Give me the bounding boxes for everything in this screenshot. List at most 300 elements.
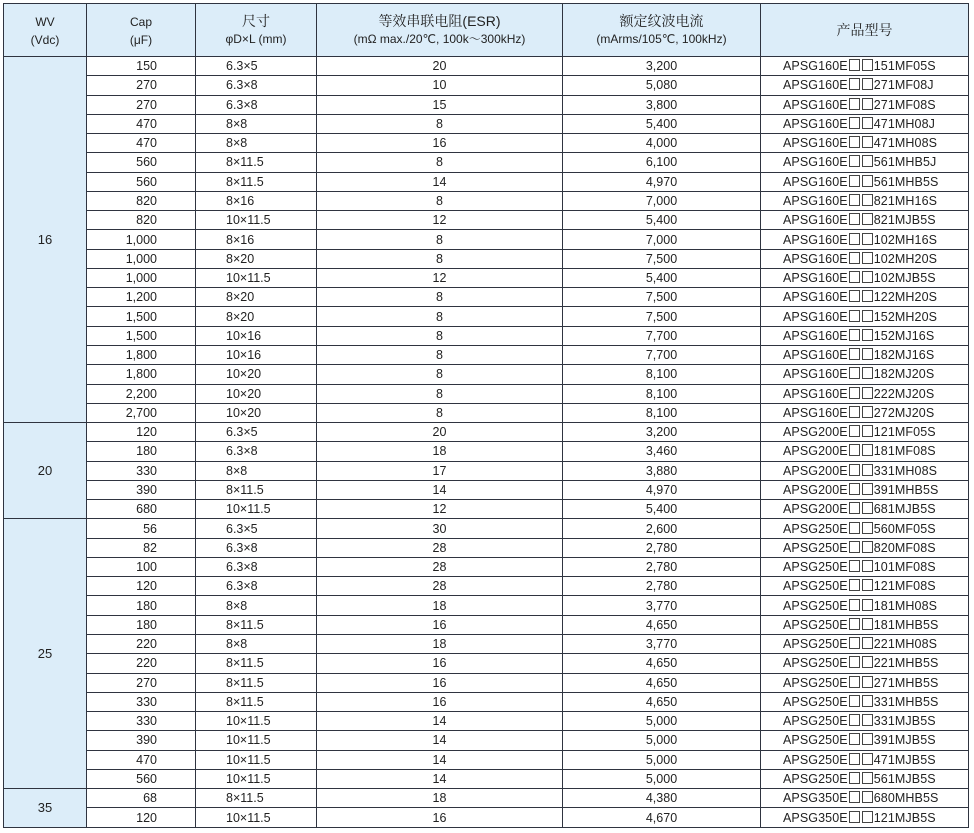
size-cell: 8×8 — [196, 134, 317, 153]
size-cell: 10×11.5 — [196, 808, 317, 828]
table-row — [4, 326, 969, 345]
esr-cell: 12 — [317, 500, 563, 519]
code-placeholder-box — [849, 59, 860, 71]
part-number-suffix: 821MH16S — [873, 193, 938, 208]
table-row — [4, 134, 969, 153]
part-number-prefix: APSG350E — [783, 791, 848, 806]
part-number-cell — [761, 76, 969, 95]
table-row — [4, 673, 969, 692]
code-placeholder-box — [862, 406, 873, 418]
esr-cell: 20 — [317, 57, 563, 76]
esr-cell: 8 — [317, 345, 563, 364]
code-placeholder-box — [862, 136, 873, 148]
part-number-suffix: 331MHB5S — [873, 694, 939, 709]
wv-cell: 16 — [4, 57, 87, 423]
part-number-cell — [761, 731, 969, 750]
cap-cell: 1,500 — [87, 326, 196, 345]
ripple-cell: 4,970 — [563, 480, 761, 499]
part-number-cell — [761, 403, 969, 422]
esr-cell: 8 — [317, 288, 563, 307]
table-row — [4, 538, 969, 557]
part-number-prefix: APSG160E — [783, 290, 848, 305]
header-cap — [87, 4, 196, 57]
ripple-cell: 5,400 — [563, 114, 761, 133]
esr-cell: 16 — [317, 692, 563, 711]
cap-cell: 470 — [87, 114, 196, 133]
code-placeholder-box — [849, 406, 860, 418]
part-number-prefix: APSG160E — [783, 193, 848, 208]
part-number-cell — [761, 191, 969, 210]
code-placeholder-box — [849, 483, 860, 495]
code-placeholder-box — [849, 464, 860, 476]
code-placeholder-box — [849, 155, 860, 167]
code-placeholder-box — [862, 444, 873, 456]
cap-cell: 330 — [87, 461, 196, 480]
part-number-suffix: 122MH20S — [873, 290, 938, 305]
code-placeholder-box — [862, 155, 873, 167]
esr-cell: 18 — [317, 596, 563, 615]
part-number-cell — [761, 673, 969, 692]
size-cell: 6.3×5 — [196, 519, 317, 538]
cap-cell: 2,700 — [87, 403, 196, 422]
part-number-cell — [761, 692, 969, 711]
cap-cell: 220 — [87, 634, 196, 653]
ripple-cell: 3,460 — [563, 442, 761, 461]
part-number-suffix: 152MJ16S — [873, 328, 935, 343]
ripple-cell: 7,500 — [563, 307, 761, 326]
part-number-cell — [761, 634, 969, 653]
table-row — [4, 615, 969, 634]
code-placeholder-box — [862, 78, 873, 90]
code-placeholder-box — [849, 656, 860, 668]
esr-cell: 18 — [317, 442, 563, 461]
part-number-cell — [761, 384, 969, 403]
part-number-suffix: 271MF08S — [873, 97, 936, 112]
size-cell: 8×16 — [196, 230, 317, 249]
table-row — [4, 769, 969, 788]
part-number-cell — [761, 307, 969, 326]
size-cell: 10×11.5 — [196, 500, 317, 519]
table-row — [4, 345, 969, 364]
part-number-cell — [761, 596, 969, 615]
esr-cell: 17 — [317, 461, 563, 480]
cap-cell: 1,000 — [87, 230, 196, 249]
part-number-cell — [761, 654, 969, 673]
code-placeholder-box — [849, 676, 860, 688]
part-number-prefix: APSG250E — [783, 694, 848, 709]
size-cell: 8×11.5 — [196, 692, 317, 711]
ripple-cell: 4,670 — [563, 808, 761, 828]
esr-cell: 8 — [317, 307, 563, 326]
code-placeholder-box — [862, 656, 873, 668]
part-number-suffix: 221MH08S — [873, 637, 938, 652]
esr-cell: 16 — [317, 615, 563, 634]
table-row — [4, 789, 969, 808]
code-placeholder-box — [862, 618, 873, 630]
code-placeholder-box — [849, 310, 860, 322]
part-number-suffix: 182MJ16S — [873, 348, 935, 363]
header-cap-label: Cap — [129, 14, 152, 29]
ripple-cell: 5,000 — [563, 750, 761, 769]
table-row — [4, 634, 969, 653]
table-row — [4, 461, 969, 480]
esr-cell: 16 — [317, 134, 563, 153]
ripple-cell: 5,400 — [563, 500, 761, 519]
cap-cell: 1,500 — [87, 307, 196, 326]
esr-cell: 15 — [317, 95, 563, 114]
header-ripple-unit: (mArms/105℃, 100kHz) — [596, 32, 727, 46]
table-row — [4, 288, 969, 307]
size-cell: 8×20 — [196, 307, 317, 326]
header-size-label: 尺寸 — [242, 13, 270, 29]
code-placeholder-box — [862, 714, 873, 726]
size-cell: 10×20 — [196, 365, 317, 384]
esr-cell: 8 — [317, 365, 563, 384]
code-placeholder-box — [862, 637, 873, 649]
part-number-prefix: APSG160E — [783, 232, 848, 247]
code-placeholder-box — [849, 194, 860, 206]
table-row — [4, 307, 969, 326]
size-cell: 10×11.5 — [196, 268, 317, 287]
part-number-prefix: APSG200E — [783, 444, 848, 459]
size-cell: 10×11.5 — [196, 731, 317, 750]
code-placeholder-box — [849, 213, 860, 225]
cap-cell: 1,800 — [87, 365, 196, 384]
part-number-prefix: APSG160E — [783, 155, 848, 170]
code-placeholder-box — [862, 811, 873, 823]
code-placeholder-box — [849, 733, 860, 745]
ripple-cell: 5,080 — [563, 76, 761, 95]
table-row — [4, 519, 969, 538]
code-placeholder-box — [849, 541, 860, 553]
code-placeholder-box — [849, 811, 860, 823]
part-number-suffix: 181MH08S — [873, 598, 938, 613]
code-placeholder-box — [862, 310, 873, 322]
size-cell: 6.3×5 — [196, 423, 317, 442]
part-number-suffix: 182MJ20S — [873, 367, 935, 382]
code-placeholder-box — [849, 695, 860, 707]
ripple-cell: 7,000 — [563, 230, 761, 249]
part-number-prefix: APSG200E — [783, 425, 848, 440]
code-placeholder-box — [862, 367, 873, 379]
part-number-cell — [761, 519, 969, 538]
size-cell: 6.3×5 — [196, 57, 317, 76]
part-number-cell — [761, 423, 969, 442]
esr-cell: 8 — [317, 249, 563, 268]
part-number-suffix: 471MJB5S — [873, 752, 936, 767]
ripple-cell: 3,770 — [563, 634, 761, 653]
table-row — [4, 731, 969, 750]
cap-cell: 680 — [87, 500, 196, 519]
ripple-cell: 5,000 — [563, 731, 761, 750]
part-number-cell — [761, 114, 969, 133]
esr-cell: 8 — [317, 326, 563, 345]
table-row — [4, 365, 969, 384]
ripple-cell: 7,500 — [563, 249, 761, 268]
cap-cell: 1,200 — [87, 288, 196, 307]
code-placeholder-box — [862, 117, 873, 129]
cap-cell: 330 — [87, 712, 196, 731]
header-wv — [4, 4, 87, 57]
table-row — [4, 808, 969, 828]
table-row — [4, 95, 969, 114]
code-placeholder-box — [862, 772, 873, 784]
size-cell: 10×11.5 — [196, 769, 317, 788]
cap-cell: 220 — [87, 654, 196, 673]
part-number-cell — [761, 211, 969, 230]
header-esr-label: 等效串联电阻(ESR) — [378, 13, 501, 29]
cap-cell: 560 — [87, 172, 196, 191]
code-placeholder-box — [862, 541, 873, 553]
size-cell: 10×20 — [196, 384, 317, 403]
part-number-cell — [761, 249, 969, 268]
ripple-cell: 4,650 — [563, 673, 761, 692]
code-placeholder-box — [862, 676, 873, 688]
code-placeholder-box — [862, 522, 873, 534]
part-number-prefix: APSG250E — [783, 540, 848, 555]
ripple-cell: 7,700 — [563, 326, 761, 345]
ripple-cell: 2,780 — [563, 557, 761, 576]
part-number-suffix: 152MH20S — [873, 309, 938, 324]
cap-cell: 560 — [87, 769, 196, 788]
part-number-suffix: 151MF05S — [873, 59, 936, 74]
part-number-cell — [761, 538, 969, 557]
table-row — [4, 500, 969, 519]
code-placeholder-box — [862, 599, 873, 611]
part-number-suffix: 101MF08S — [873, 560, 936, 575]
part-number-suffix: 391MJB5S — [873, 733, 936, 748]
code-placeholder-box — [862, 387, 873, 399]
ripple-cell: 2,780 — [563, 538, 761, 557]
ripple-cell: 8,100 — [563, 403, 761, 422]
part-number-cell — [761, 442, 969, 461]
part-number-suffix: 821MJB5S — [873, 213, 936, 228]
table-body — [4, 57, 969, 828]
cap-cell: 180 — [87, 615, 196, 634]
code-placeholder-box — [849, 522, 860, 534]
part-number-cell — [761, 480, 969, 499]
part-number-prefix: APSG250E — [783, 617, 848, 632]
code-placeholder-box — [849, 98, 860, 110]
part-number-cell — [761, 461, 969, 480]
table-row — [4, 211, 969, 230]
table-row — [4, 557, 969, 576]
part-number-cell — [761, 57, 969, 76]
part-number-prefix: APSG250E — [783, 656, 848, 671]
code-placeholder-box — [849, 502, 860, 514]
code-placeholder-box — [849, 252, 860, 264]
code-placeholder-box — [849, 117, 860, 129]
code-placeholder-box — [849, 271, 860, 283]
table-row — [4, 191, 969, 210]
code-placeholder-box — [849, 579, 860, 591]
table-row — [4, 268, 969, 287]
wv-cell: 20 — [4, 423, 87, 519]
code-placeholder-box — [862, 213, 873, 225]
table-row — [4, 654, 969, 673]
code-placeholder-box — [849, 753, 860, 765]
cap-cell: 120 — [87, 423, 196, 442]
code-placeholder-box — [862, 695, 873, 707]
part-number-prefix: APSG250E — [783, 560, 848, 575]
part-number-cell — [761, 288, 969, 307]
part-number-suffix: 391MHB5S — [873, 482, 939, 497]
esr-cell: 28 — [317, 577, 563, 596]
esr-cell: 18 — [317, 789, 563, 808]
part-number-cell — [761, 789, 969, 808]
part-number-prefix: APSG250E — [783, 579, 848, 594]
code-placeholder-box — [862, 329, 873, 341]
table-row — [4, 750, 969, 769]
size-cell: 8×16 — [196, 191, 317, 210]
code-placeholder-box — [862, 233, 873, 245]
part-number-prefix: APSG160E — [783, 405, 848, 420]
table-row — [4, 577, 969, 596]
part-number-prefix: APSG160E — [783, 174, 848, 189]
part-number-suffix: 271MF08J — [873, 78, 934, 93]
size-cell: 8×11.5 — [196, 153, 317, 172]
part-number-cell — [761, 345, 969, 364]
code-placeholder-box — [849, 618, 860, 630]
part-number-suffix: 680MHB5S — [873, 791, 939, 806]
cap-cell: 1,000 — [87, 268, 196, 287]
part-number-suffix: 102MH16S — [873, 232, 938, 247]
ripple-cell: 7,000 — [563, 191, 761, 210]
table-row — [4, 172, 969, 191]
table-row — [4, 442, 969, 461]
part-number-prefix: APSG160E — [783, 59, 848, 74]
header-part-number-label: 产品型号 — [836, 22, 893, 38]
cap-cell: 180 — [87, 442, 196, 461]
table-row — [4, 153, 969, 172]
part-number-prefix: APSG250E — [783, 521, 848, 536]
ripple-cell: 2,780 — [563, 577, 761, 596]
cap-cell: 390 — [87, 480, 196, 499]
code-placeholder-box — [849, 714, 860, 726]
ripple-cell: 8,100 — [563, 365, 761, 384]
part-number-prefix: APSG160E — [783, 251, 848, 266]
ripple-cell: 3,200 — [563, 57, 761, 76]
code-placeholder-box — [862, 348, 873, 360]
code-placeholder-box — [862, 252, 873, 264]
cap-cell: 820 — [87, 211, 196, 230]
ripple-cell: 7,500 — [563, 288, 761, 307]
part-number-cell — [761, 712, 969, 731]
size-cell: 8×8 — [196, 634, 317, 653]
size-cell: 10×20 — [196, 403, 317, 422]
code-placeholder-box — [849, 290, 860, 302]
esr-cell: 14 — [317, 731, 563, 750]
table-row — [4, 114, 969, 133]
ripple-cell: 4,650 — [563, 692, 761, 711]
esr-cell: 14 — [317, 769, 563, 788]
cap-cell: 820 — [87, 191, 196, 210]
header-wv-unit: (Vdc) — [30, 32, 60, 47]
code-placeholder-box — [862, 290, 873, 302]
code-placeholder-box — [862, 425, 873, 437]
code-placeholder-box — [849, 348, 860, 360]
esr-cell: 16 — [317, 808, 563, 828]
part-number-prefix: APSG200E — [783, 482, 848, 497]
header-size — [196, 4, 317, 57]
size-cell: 8×8 — [196, 114, 317, 133]
ripple-cell: 5,400 — [563, 268, 761, 287]
part-number-suffix: 272MJ20S — [873, 405, 935, 420]
esr-cell: 12 — [317, 211, 563, 230]
esr-cell: 16 — [317, 654, 563, 673]
table-row — [4, 423, 969, 442]
ripple-cell: 7,700 — [563, 345, 761, 364]
wv-cell: 35 — [4, 789, 87, 828]
part-number-suffix: 121MJB5S — [873, 810, 936, 825]
cap-cell: 120 — [87, 808, 196, 828]
ripple-cell: 4,000 — [563, 134, 761, 153]
part-number-suffix: 221MHB5S — [873, 656, 939, 671]
part-number-cell — [761, 577, 969, 596]
part-number-prefix: APSG350E — [783, 810, 848, 825]
code-placeholder-box — [862, 271, 873, 283]
code-placeholder-box — [849, 367, 860, 379]
capacitor-spec-table — [3, 3, 969, 828]
part-number-cell — [761, 750, 969, 769]
esr-cell: 30 — [317, 519, 563, 538]
part-number-suffix: 331MH08S — [873, 463, 938, 478]
part-number-cell — [761, 268, 969, 287]
size-cell: 6.3×8 — [196, 442, 317, 461]
code-placeholder-box — [862, 560, 873, 572]
header-esr — [317, 4, 563, 57]
ripple-cell: 4,970 — [563, 172, 761, 191]
code-placeholder-box — [862, 502, 873, 514]
header-wv-label: WV — [35, 14, 55, 29]
esr-cell: 28 — [317, 538, 563, 557]
ripple-cell: 5,000 — [563, 769, 761, 788]
cap-cell: 330 — [87, 692, 196, 711]
ripple-cell: 4,380 — [563, 789, 761, 808]
part-number-cell — [761, 500, 969, 519]
cap-cell: 270 — [87, 95, 196, 114]
size-cell: 6.3×8 — [196, 76, 317, 95]
esr-cell: 8 — [317, 384, 563, 403]
part-number-suffix: 820MF08S — [873, 540, 936, 555]
size-cell: 10×16 — [196, 345, 317, 364]
part-number-cell — [761, 326, 969, 345]
code-placeholder-box — [849, 175, 860, 187]
table-row — [4, 403, 969, 422]
ripple-cell: 8,100 — [563, 384, 761, 403]
part-number-prefix: APSG160E — [783, 367, 848, 382]
esr-cell: 16 — [317, 673, 563, 692]
size-cell: 10×11.5 — [196, 712, 317, 731]
esr-cell: 12 — [317, 268, 563, 287]
size-cell: 8×8 — [196, 461, 317, 480]
ripple-cell: 6,100 — [563, 153, 761, 172]
cap-cell: 100 — [87, 557, 196, 576]
ripple-cell: 5,000 — [563, 712, 761, 731]
cap-cell: 2,200 — [87, 384, 196, 403]
part-number-suffix: 471MH08J — [873, 116, 935, 131]
esr-cell: 8 — [317, 191, 563, 210]
code-placeholder-box — [862, 733, 873, 745]
table-row — [4, 384, 969, 403]
size-cell: 8×11.5 — [196, 673, 317, 692]
ripple-cell: 3,880 — [563, 461, 761, 480]
part-number-suffix: 681MJB5S — [873, 502, 936, 517]
part-number-suffix: 471MH08S — [873, 136, 938, 151]
part-number-prefix: APSG160E — [783, 386, 848, 401]
part-number-suffix: 560MF05S — [873, 521, 936, 536]
table-header — [4, 4, 969, 57]
